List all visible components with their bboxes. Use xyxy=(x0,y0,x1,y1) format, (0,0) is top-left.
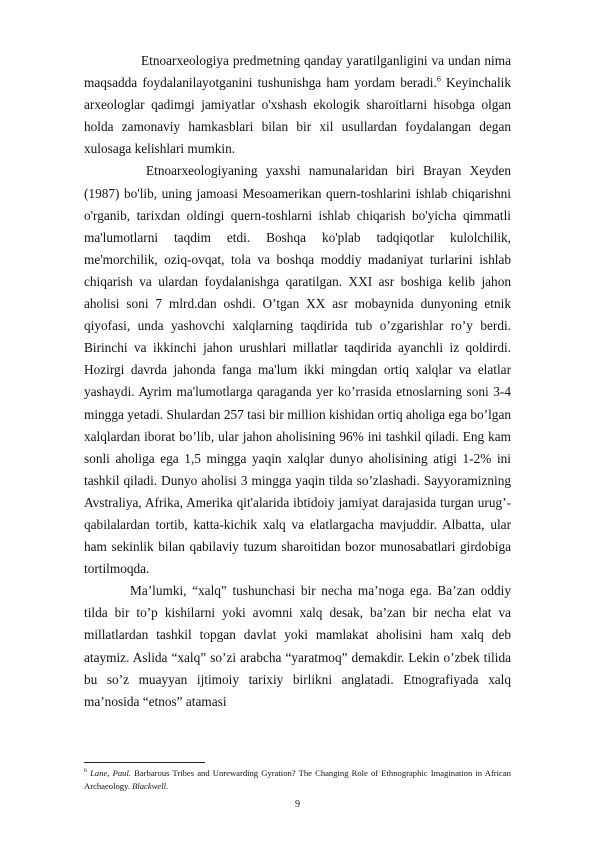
footnote xyxy=(84,767,511,792)
footnote-publisher: Blackwell. xyxy=(132,780,169,791)
body-text xyxy=(84,50,511,713)
paragraph-1 xyxy=(84,50,511,160)
footnote-number: 6 xyxy=(84,768,87,775)
footnote-title: Barbarous Tribes and Unrewarding Gyration? The Changing Role of Ethnographic Imagination in African Archaeology. xyxy=(84,768,511,791)
footnote-reference[interactable]: 6 xyxy=(436,74,441,84)
footnote-separator xyxy=(84,762,205,763)
paragraph-1-text: Etnoarxeologiya predmetning qanday yaratilganligini va undan nima maqsadda foydalanilayotganini tushunishga ham yordam beradi. xyxy=(84,53,511,91)
paragraph-1-continuation: Keyinchalik arxeologlar qadimgi jamiyatlar o'xshash ekologik sharoitlarni hisobga olgan holda zamonaviy hamkasblari bilan bir xil usullardan foydalangan degan xulosaga kelishlari mumkin. xyxy=(84,75,511,157)
footnote-author: Lane, Paul. xyxy=(90,768,131,778)
paragraph-3: Ma’lumki, “xalq” tushunchasi bir necha ma’noga ega. Ba’zan oddiy tilda bir to’p kishilarni yoki avomni xalq desak, ba’zan bir necha elat va millatlardan tashkil topgan davlat yoki mamlakat aholisini ham xalq deb ataymiz. Aslida “xalq” so’zi arabcha “yaratmoq” demakdir. Lekin o’zbek tilida bu so’z muayyan ijtimoiy tarixiy birlikni anglatadi. Etnografiyada xalq ma’nosida “etnos” atamasi xyxy=(84,583,511,709)
page-number: 9 xyxy=(295,799,300,810)
paragraph-2: Etnoarxeologiyaning yaxshi namunalaridan biri Brayan Xeyden (1987) bo'lib, uning jamoasi Mesoamerikan quern-toshlarini ishlab chiqarishni o'rganib, tarixdan oldingi quern-toshlarni ishlab chiqarish bo'yicha qimmatli ma'lumotlarni taqdim etdi. Boshqa ko'plab tadqiqotlar kulolchilik, me'morchilik, oziq-ovqat, tola va boshqa moddiy madaniyat turlarini ishlab chiqarish va ulardan foydalanishga qaratilgan. XXI asr boshiga kelib jahon aholisi soni 7 mlrd.dan oshdi. O’tgan XX asr mobaynida dunyoning etnik qiyofasi, unda yashovchi xalqlarning taqdirida tub o’zgarishlar ro’y berdi. Birinchi va ikkinchi jahon urushlari millatlar taqdirida ayanchli iz qoldirdi. Hozirgi davrda jahonda fanga ma'lum ikki mingdan ortiq xalqlar va elatlar yashaydi. Ayrim ma'lumotlarga qaraganda yer ko’rrasida etnoslarning soni 3-4 mingga yetadi. Shulardan 257 tasi bir million kishidan ortiq aholiga ega bo’lgan xalqlardan iborat bo’lib, ular jahon aholisining 96% ini tashkil qiladi. Eng kam sonli aholiga ega 1,5 mingga yaqin xalqlar dunyo aholisining atigi 1-2% ini tashkil qiladi. Dunyo aholisi 3 mingga yaqin tilda so’zlashadi. Sayyoramizning Avstraliya, Afrika, Amerika qit'alarida ibtidoiy jamiyat darajasida turgan urug’-qabilalardan tortib, katta-kichik xalq va elatlargacha mavjuddir. Albatta, ular ham sekinlik bilan qabilaviy tuzum sharoitidan bozor munosabatlari girdobiga tortilmoqda. xyxy=(84,163,511,577)
